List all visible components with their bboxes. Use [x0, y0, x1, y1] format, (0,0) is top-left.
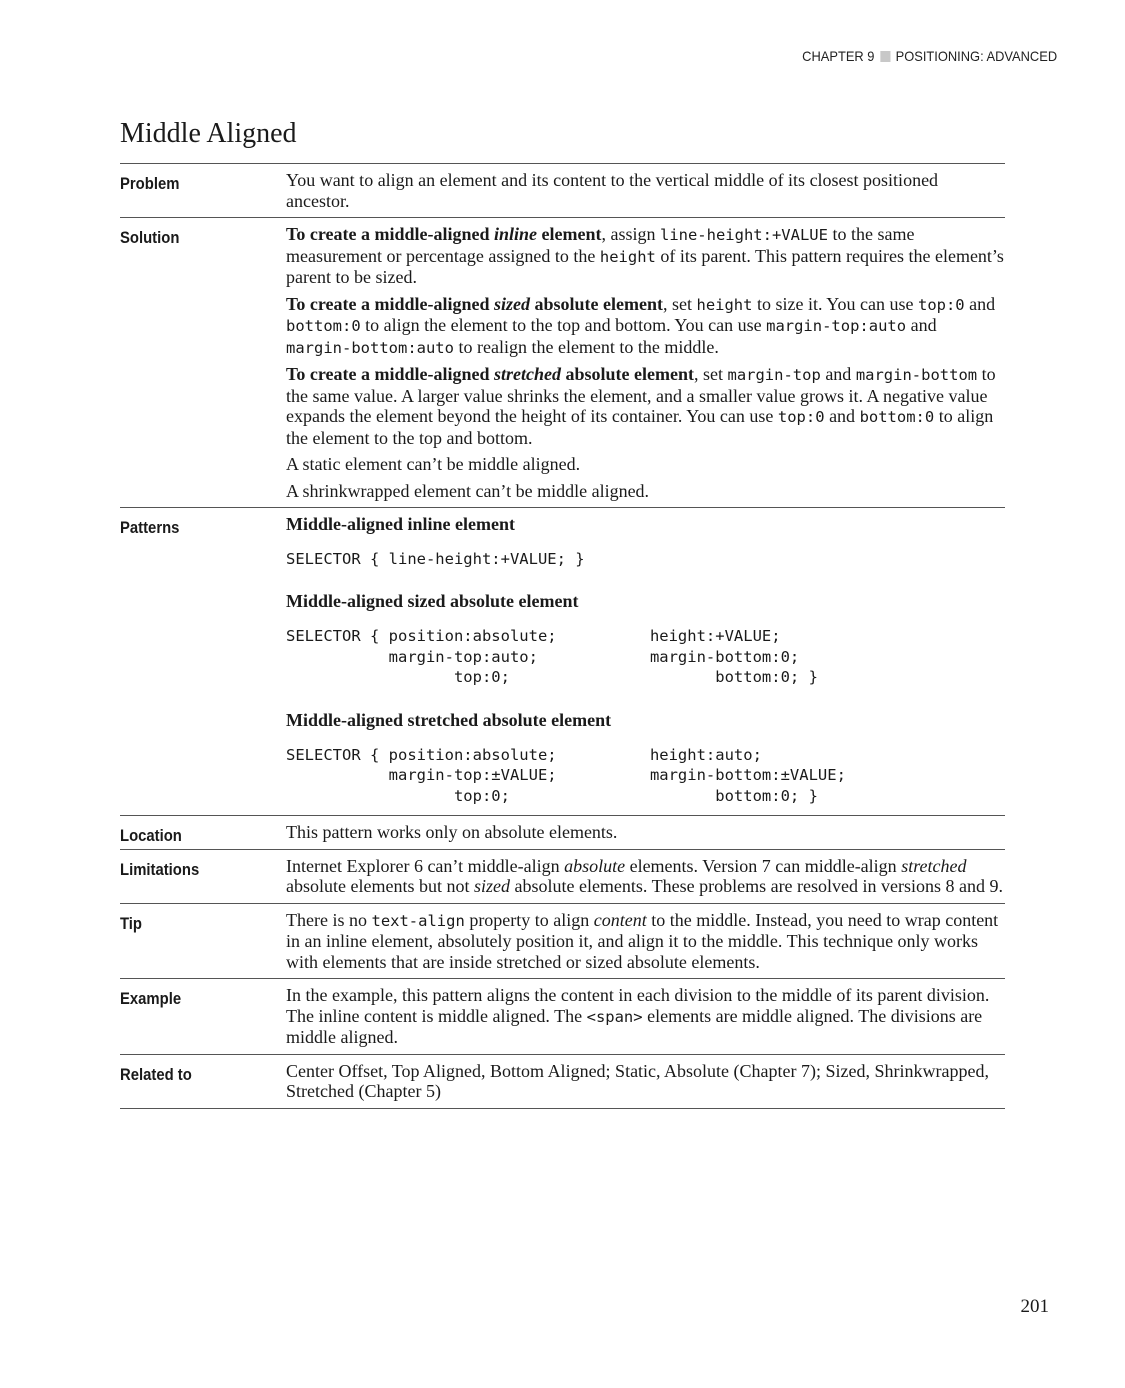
row-label: Example: [120, 990, 182, 1009]
row-limitations: [120, 849, 1005, 903]
row-label: Related to: [120, 1065, 192, 1084]
solution-note-shrinkwrapped: A shrinkwrapped element can’t be middle aligned.: [286, 480, 650, 501]
page-number: 201: [1020, 1296, 1049, 1317]
row-related: [120, 1054, 1005, 1109]
row-body: [286, 218, 1005, 507]
row-solution: [120, 217, 1005, 507]
row-body: [286, 164, 1005, 217]
row-label: Solution: [120, 229, 180, 247]
related-text: Center Offset, Top Aligned, Bottom Aligned; Static, Absolute (Chapter 7); Sized, Shrinkwrapped, Stretched (Chapter 5): [286, 1060, 989, 1102]
row-body: [286, 979, 1005, 1054]
row-label: Limitations: [120, 860, 200, 879]
location-text: This pattern works only on absolute elements.: [286, 822, 618, 843]
tip-text: There is no text-align property to align content to the middle. Instead, you need to wrap content in an inline element, absolutely position it, and align it to the middle. This technique only works with elements that are inside stretched or sized absolute elements.: [286, 909, 999, 972]
solution-note-static: A static element can’t be middle aligned.: [286, 454, 581, 474]
pattern-table: [120, 163, 1005, 1109]
row-body: [286, 904, 1005, 979]
solution-paragraph-inline: To create a middle-aligned inline element, assign line-height:+VALUE to the same measurement or percentage assigned to the height of its parent. This pattern requires the element’s parent to be sized.: [286, 224, 1004, 287]
pattern-heading-sized: Middle-aligned sized absolute element: [286, 591, 579, 612]
row-label: Tip: [120, 914, 143, 933]
pattern-heading-stretched: Middle-aligned stretched absolute element: [286, 710, 612, 731]
row-label: Location: [120, 827, 182, 846]
row-label: Problem: [120, 175, 180, 193]
row-body: [286, 850, 1005, 903]
page-title: Middle Aligned: [120, 118, 297, 149]
code-inline: SELECTOR { line-height:+VALUE; }: [286, 549, 585, 568]
row-tip: [120, 903, 1005, 979]
problem-text: You want to align an element and its content to the vertical middle of its closest positioned ancestor.: [286, 170, 939, 211]
chapter-label: CHAPTER 9: [802, 48, 875, 64]
row-problem: [120, 163, 1005, 217]
row-example: [120, 978, 1005, 1054]
running-head: [802, 48, 1057, 64]
solution-paragraph-stretched: To create a middle-aligned stretched absolute element, set margin-top and margin-bottom to the same value. A larger value shrinks the element, and a smaller value grows it. A negative value expands the element beyond the height of its container. You can use top:0 and bottom:0 to align the element to the top and bottom.: [286, 364, 996, 448]
code-stretched: SELECTOR { position:absolute; height:auto; margin-top:±VALUE; margin-bottom:±VALUE; top:0; bottom:0; }: [286, 745, 846, 806]
row-body: [286, 1055, 1005, 1108]
row-body: [286, 816, 1005, 849]
section-label: POSITIONING: ADVANCED: [895, 48, 1057, 64]
row-location: [120, 815, 1005, 849]
row-label: Patterns: [120, 519, 180, 537]
example-text: In the example, this pattern aligns the content in each division to the middle of its parent division. The inline content is middle aligned. The <span> elements are middle aligned. The divisions are middle aligned.: [286, 985, 990, 1048]
row-body: [286, 508, 1005, 815]
code-sized: SELECTOR { position:absolute; height:+VALUE; margin-top:auto; margin-bottom:0; top:0; bottom:0; }: [286, 626, 818, 687]
solution-paragraph-sized: To create a middle-aligned sized absolute element, set height to size it. You can use top:0 and bottom:0 to align the element to the top and bottom. You can use margin-top:auto and margin-bottom:auto to realign the element to the middle.: [286, 293, 996, 357]
limitations-text: Internet Explorer 6 can’t middle-align absolute elements. Version 7 can middle-align stretched absolute elements but not sized absolute elements. These problems are resolved in versions 8 and 9.: [286, 855, 1004, 897]
row-patterns: [120, 507, 1005, 815]
pattern-heading-inline: Middle-aligned inline element: [286, 514, 515, 534]
separator-square-icon: [880, 51, 890, 62]
